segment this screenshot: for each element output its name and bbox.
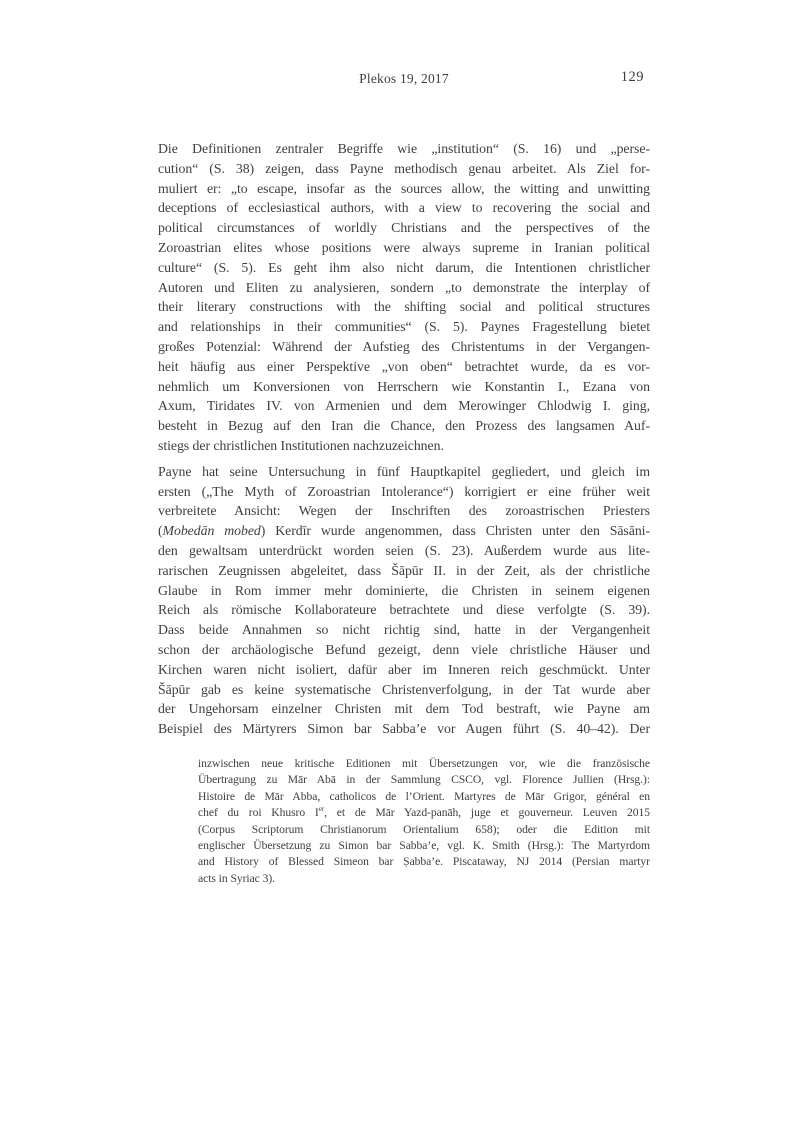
- text-line: [158, 258, 650, 278]
- text-line: [198, 756, 650, 772]
- text-segment: stiegs der christlichen Institutionen nachzuzeichnen.: [158, 437, 444, 453]
- text-segment: heit häufig aus einer Perspektive „von oben“ betrachtet wurde, da es vor-: [158, 358, 650, 374]
- text-segment: nehmlich um Konversionen von Herrschern wie Konstantin I., Ezana von: [158, 378, 650, 394]
- text-line: [158, 416, 650, 436]
- main-text-block: [158, 139, 650, 739]
- text-segment: and History of Blessed Simeon bar Ṣabba’e. Piscataway, NJ 2014 (Persian martyr: [198, 855, 650, 869]
- text-line: [158, 600, 650, 620]
- text-segment: Payne hat seine Untersuchung in fünf Hauptkapitel gegliedert, und gleich im: [158, 463, 650, 479]
- text-segment: (: [158, 523, 163, 539]
- text-segment: englischer Übersetzung zu Simon bar Sabba’e, vgl. K. Smith (Hrsg.): The Martyrdom: [198, 839, 650, 853]
- text-line: [158, 297, 650, 317]
- footnote-block: [198, 756, 650, 887]
- text-line: [158, 462, 650, 482]
- text-segment: besteht in Bezug auf den Iran die Chance, den Prozess des langsamen Auf-: [158, 418, 650, 434]
- text-segment: Kirchen waren nicht isoliert, dafür aber im Inneren reich geschmückt. Unter: [158, 661, 650, 677]
- text-segment: ) Kerdīr wurde angenommen, dass Christen unter den Sāsāni-: [260, 523, 650, 539]
- text-line: [158, 561, 650, 581]
- text-segment: Zoroastrian elites whose positions were always supreme in Iranian political: [158, 239, 650, 255]
- text-segment: and relationships in their communities“ (S. 5). Paynes Fragestellung bietet: [158, 319, 650, 335]
- text-segment: Dass beide Annahmen so nicht richtig sind, hatte in der Vergangenheit: [158, 622, 650, 638]
- paragraph-2: [158, 462, 650, 739]
- text-segment: political circumstances of worldly Christians and the perspectives of the: [158, 220, 650, 236]
- text-segment: den gewaltsam unterdrückt worden seien (S. 23). Außerdem wurde aus lite-: [158, 542, 650, 558]
- text-segment: der Ungehorsam einzelner Christen mit dem Tod bestraft, wie Payne am: [158, 701, 650, 717]
- text-line: [198, 871, 650, 887]
- text-line: [158, 640, 650, 660]
- page-number: 129: [620, 69, 644, 85]
- text-line: [158, 337, 650, 357]
- text-segment: verbreitete Ansicht: Wegen der Inschriften des zoroastrischen Priesters: [158, 503, 650, 519]
- text-line: [158, 501, 650, 521]
- text-line: [198, 789, 650, 805]
- text-line: [158, 317, 650, 337]
- text-segment: acts in Syriac 3).: [198, 871, 276, 885]
- text-line: [158, 198, 650, 218]
- text-line: [158, 278, 650, 298]
- text-line: [198, 805, 650, 821]
- text-line: [158, 660, 650, 680]
- text-segment: cution“ (S. 38) zeigen, dass Payne methodisch genau arbeitet. Als Ziel for-: [158, 160, 650, 176]
- text-line: [198, 822, 650, 838]
- text-line: [158, 357, 650, 377]
- text-line: [198, 854, 650, 870]
- text-segment: inzwischen neue kritische Editionen mit Übersetzungen vor, wie die französische: [198, 757, 650, 770]
- text-line: [158, 436, 650, 456]
- text-line: [158, 218, 650, 238]
- text-line: [158, 179, 650, 199]
- text-segment: ersten („The Myth of Zoroastrian Intolerance“) korrigiert er eine früher weit: [158, 483, 650, 499]
- text-segment: Šāpūr gab es keine systematische Christenverfolgung, in der Tat wurde aber: [158, 681, 650, 697]
- text-line: [158, 521, 650, 541]
- text-segment: Histoire de Mār Abba, catholicos de l’Orient. Martyres de Mār Grigor, général en: [198, 789, 650, 803]
- text-line: [158, 620, 650, 640]
- text-segment: Reich als römische Kollaborateure betrachtete und diese verfolgte (S. 39).: [158, 602, 650, 618]
- text-segment: deceptions of ecclesiastical authors, with a view to recovering the social and: [158, 200, 650, 216]
- text-segment: Axum, Tiridates IV. von Armenien und dem Merowinger Chlodwig I. ging,: [158, 398, 650, 414]
- text-segment: Übertragung zu Mār Abā in der Sammlung CSCO, vgl. Florence Jullien (Hrsg.):: [198, 773, 650, 787]
- text-line: [158, 699, 650, 719]
- text-segment: schon der archäologische Befund gezeigt, denn viele christliche Häuser und: [158, 641, 650, 657]
- text-segment: , et de Mār Yazd-panāh, juge et gouverneur. Leuven 2015: [324, 806, 650, 820]
- text-segment: Glaube in Rom immer mehr dominierte, die Christen in seinem eigenen: [158, 582, 650, 598]
- text-line: [158, 159, 650, 179]
- text-line: [158, 238, 650, 258]
- text-segment: rarischen Zeugnissen abgeleitet, dass Šāpūr II. in der Zeit, als der christliche: [158, 562, 650, 578]
- text-line: [198, 838, 650, 854]
- text-line: [158, 396, 650, 416]
- italic-text: Mobedān mobed: [162, 523, 261, 539]
- text-segment: muliert er: „to escape, insofar as the sources allow, the witting and unwitting: [158, 180, 650, 196]
- text-segment: (Corpus Scriptorum Christianorum Orientalium 658); oder die Edition mit: [198, 822, 650, 836]
- text-line: [158, 482, 650, 502]
- text-segment: culture“ (S. 5). Es geht ihm also nicht darum, die Intentionen christlicher: [158, 259, 650, 275]
- text-line: [198, 772, 650, 788]
- text-line: [158, 541, 650, 561]
- journal-title: Plekos 19, 2017: [359, 71, 449, 86]
- text-segment: großes Potenzial: Während der Aufstieg des Christentums in der Vergangen-: [158, 338, 650, 354]
- text-segment: chef du roi Khusro I: [198, 806, 319, 820]
- text-line: [158, 377, 650, 397]
- paragraph-1: [158, 139, 650, 456]
- text-line: [158, 581, 650, 601]
- text-segment: Beispiel des Märtyrers Simon bar Sabba’e vor Augen führt (S. 40–42). Der: [158, 721, 650, 737]
- text-line: [158, 139, 650, 159]
- text-segment: Autoren und Eliten zu analysieren, sondern „to demonstrate the interplay of: [158, 279, 650, 295]
- text-line: [158, 719, 650, 739]
- text-line: [158, 680, 650, 700]
- text-segment: their literary constructions with the shifting social and political structures: [158, 299, 650, 315]
- superscript-text: er: [318, 805, 325, 814]
- page-header: [158, 71, 650, 93]
- text-segment: Die Definitionen zentraler Begriffe wie „institution“ (S. 16) und „perse-: [158, 141, 650, 156]
